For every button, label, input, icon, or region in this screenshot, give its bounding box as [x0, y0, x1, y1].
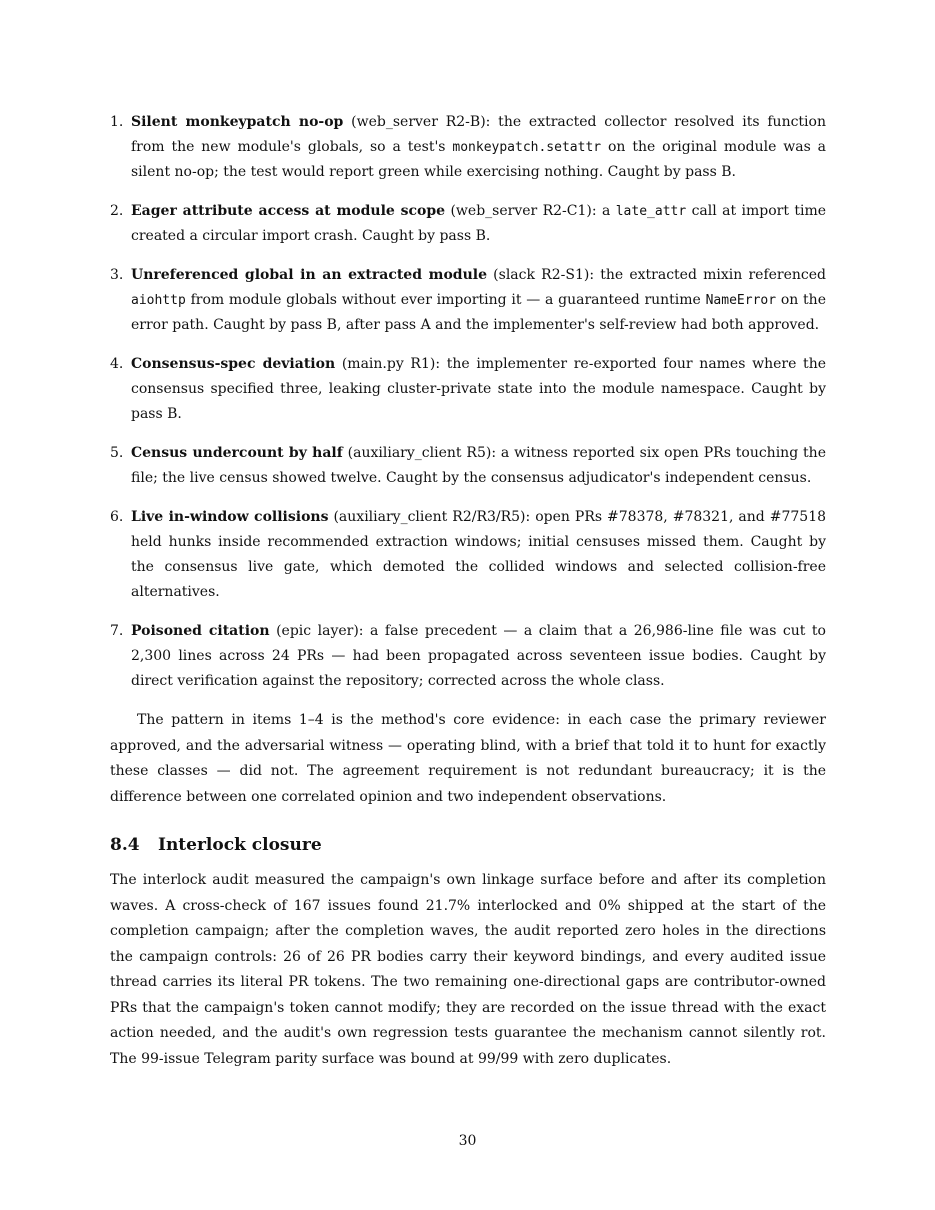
- finding-number: 5.: [110, 445, 124, 461]
- finding-text: (web_server R2-C1): a: [445, 203, 616, 219]
- page-content: [110, 110, 826, 1072]
- section-title: Interlock closure: [158, 835, 322, 855]
- section-number: 8.4: [110, 835, 140, 855]
- section-heading: [110, 834, 826, 856]
- finding-item: [110, 263, 826, 338]
- finding-number: 7.: [110, 623, 124, 639]
- inline-code: late_attr: [615, 204, 687, 219]
- finding-text: (web_server R2-B): the extracted collector resolved its function from the new module's globals, so a test's: [131, 114, 826, 155]
- finding-item: [110, 110, 826, 185]
- inline-code: monkeypatch.setattr: [452, 140, 602, 155]
- finding-number: 1.: [110, 114, 124, 130]
- inline-code: aiohttp: [131, 293, 186, 308]
- finding-title: Live in-window collisions: [131, 509, 329, 525]
- finding-text: call at import time created a circular import crash. Caught by pass B.: [131, 203, 827, 244]
- finding-text: from module globals without ever importing it — a guaranteed runtime: [185, 292, 706, 308]
- finding-title: Poisoned citation: [131, 623, 270, 639]
- finding-item: [110, 619, 826, 694]
- finding-text: (auxiliary_client R5): a witness reported six open PRs touching the file; the live census showed twelve. Caught by the consensus adjudicator's independent census.: [131, 445, 826, 486]
- finding-number: 3.: [110, 267, 124, 283]
- finding-text: (epic layer): a false precedent — a claim that a 26,986-line file was cut to 2,300 lines across 24 PRs — had been propagated across seventeen issue bodies. Caught by direct verification against the repository; corrected across the whole class.: [131, 623, 826, 689]
- finding-item: [110, 505, 826, 605]
- page-number: 30: [458, 1133, 477, 1149]
- findings-list: [110, 110, 826, 694]
- finding-text: on the error path. Caught by pass B, after pass A and the implementer's self-review had both approved.: [131, 292, 826, 333]
- finding-item: [110, 352, 826, 427]
- finding-text: (slack R2-S1): the extracted mixin referenced: [486, 267, 826, 283]
- finding-item: [110, 199, 826, 249]
- finding-title: Census undercount by half: [131, 445, 343, 461]
- finding-title: Unreferenced global in an extracted module: [131, 267, 487, 283]
- finding-number: 2.: [110, 203, 124, 219]
- finding-text: on the original module was a silent no-op; the test would report green while exercising nothing. Caught by pass B.: [131, 139, 827, 180]
- inline-code: NameError: [705, 293, 777, 308]
- finding-title: Silent monkeypatch no-op: [131, 114, 344, 130]
- finding-title: Consensus-spec deviation: [131, 356, 336, 372]
- finding-number: 6.: [110, 509, 124, 525]
- finding-number: 4.: [110, 356, 124, 372]
- interlock-paragraph: The interlock audit measured the campaign's own linkage surface before and after its completion waves. A cross-check of 167 issues found 21.7% interlocked and 0% shipped at the start of the completion campaign; after the completion waves, the audit reported zero holes in the directions the campaign controls: 26 of 26 PR bodies carry their keyword bindings, and every audited issue thread carries its literal PR tokens. The two remaining one-directional gaps are contributor-owned PRs that the campaign's token cannot modify; they are recorded on the issue thread with the exact action needed, and the audit's own regression tests guarantee the mechanism cannot silently rot. The 99-issue Telegram parity surface was bound at 99/99 with zero duplicates.: [110, 872, 826, 1067]
- finding-text: (main.py R1): the implementer re-exported four names where the consensus specified three, leaking cluster-private state into the module namespace. Caught by pass B.: [131, 356, 826, 422]
- finding-title: Eager attribute access at module scope: [131, 203, 446, 219]
- finding-text: (auxiliary_client R2/R3/R5): open PRs #78378, #78321, and #77518 held hunks inside recommended extraction windows; initial censuses missed them. Caught by the consensus live gate, which demoted the collided windows and selected collision-free alternatives.: [131, 509, 827, 600]
- finding-item: [110, 441, 826, 491]
- pattern-paragraph: The pattern in items 1–4 is the method's core evidence: in each case the primary reviewer approved, and the adversarial witness — operating blind, with a brief that told it to hunt for exactly these classes — did not. The agreement requirement is not redundant bureaucracy; it is the difference between one correlated opinion and two independent observations.: [110, 712, 826, 805]
